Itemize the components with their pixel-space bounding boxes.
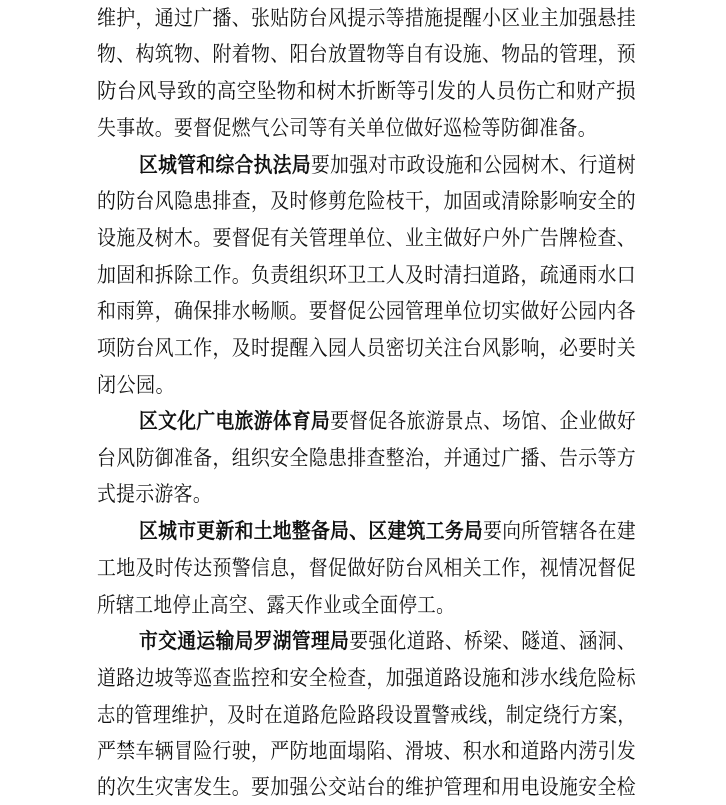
line-text (97, 587, 455, 623)
body-text: 设施及树木。要督促有关管理单位、业主做好户外广告牌检查、 (97, 226, 636, 250)
body-text: 的防台风隐患排查，及时修剪危险枝干，加固或清除影响安全的 (97, 189, 636, 213)
line-text (97, 367, 175, 403)
line-text (97, 110, 597, 146)
line-text (97, 293, 636, 329)
text-line (139, 403, 726, 439)
text-line (97, 73, 726, 109)
text-line (97, 550, 726, 586)
body-text: 式提示游客。 (97, 482, 212, 506)
text-line (97, 440, 726, 476)
text-line (97, 293, 726, 329)
text-line (97, 0, 726, 36)
body-text: 要督促各旅游景点、场馆、企业做好 (330, 409, 636, 433)
line-text (97, 220, 636, 256)
line-text (139, 513, 636, 549)
body-text: 要强化道路、桥梁、隧道、涵洞、 (349, 629, 636, 653)
line-text (97, 660, 636, 696)
body-text: 道路边坡等巡查监控和安全检查，加强道路设施和涉水线危险标 (97, 666, 636, 690)
line-text (139, 147, 636, 183)
text-line (139, 623, 726, 659)
text-line (97, 660, 726, 696)
line-text (97, 36, 636, 72)
text-line (97, 257, 726, 293)
body-text: 闭公园。 (97, 373, 175, 397)
line-text (139, 623, 636, 659)
text-line (97, 330, 726, 366)
text-line (97, 367, 726, 403)
line-text (139, 403, 636, 439)
department-name: 区城管和综合执法局 (139, 153, 312, 177)
text-line (139, 147, 726, 183)
line-text (97, 440, 636, 476)
body-text: 所辖工地停止高空、露天作业或全面停工。 (97, 593, 455, 617)
body-text: 失事故。要督促燃气公司等有关单位做好巡检等防御准备。 (97, 116, 597, 140)
line-text (97, 476, 212, 512)
text-line (97, 110, 726, 146)
body-text: 工地及时传达预警信息，督促做好防台风相关工作，视情况督促 (97, 556, 636, 580)
text-line (97, 587, 726, 623)
body-text: 要向所管辖各在建 (483, 519, 636, 543)
text-line (97, 733, 726, 769)
line-text (97, 73, 636, 109)
department-name: 区文化广电旅游体育局 (139, 409, 331, 433)
department-name: 区城市更新和土地整备局、区建筑工务局 (139, 519, 484, 543)
text-line (97, 476, 726, 512)
body-text: 项防台风工作，及时提醒入园人员密切关注台风影响，必要时关 (97, 336, 636, 360)
line-text (97, 550, 636, 586)
line-text (97, 733, 636, 769)
text-line (139, 513, 726, 549)
department-name: 市交通运输局罗湖管理局 (139, 629, 350, 653)
text-line (97, 220, 726, 256)
line-text (97, 330, 636, 366)
text-line (97, 183, 726, 219)
body-text: 台风防御准备，组织安全隐患排查整治，并通过广播、告示等方 (97, 446, 636, 470)
line-text (97, 769, 636, 805)
body-text: 加固和拆除工作。负责组织环卫工人及时清扫道路，疏通雨水口 (97, 263, 636, 287)
body-text: 维护，通过广播、张贴防台风提示等措施提醒小区业主加强悬挂 (97, 6, 636, 30)
line-text (97, 0, 636, 36)
line-text (97, 183, 636, 219)
line-text (97, 697, 636, 733)
text-line (97, 697, 726, 733)
text-line (97, 36, 726, 72)
body-text: 防台风导致的高空坠物和树木折断等引发的人员伤亡和财产损 (97, 79, 636, 103)
body-text: 要加强对市政设施和公园树木、行道树 (311, 153, 636, 177)
body-text: 物、构筑物、附着物、阳台放置物等自有设施、物品的管理，预 (97, 42, 636, 66)
body-text: 的次生灾害发生。要加强公交站台的维护管理和用电设施安全检 (97, 775, 636, 799)
line-text (97, 257, 636, 293)
body-text: 严禁车辆冒险行驶，严防地面塌陷、滑坡、积水和道路内涝引发 (97, 739, 636, 763)
body-text: 和雨箅，确保排水畅顺。要督促公园管理单位切实做好公园内各 (97, 299, 636, 323)
body-text: 志的管理维护，及时在道路危险路段设置警戒线，制定绕行方案， (97, 703, 636, 727)
text-line (97, 769, 726, 805)
